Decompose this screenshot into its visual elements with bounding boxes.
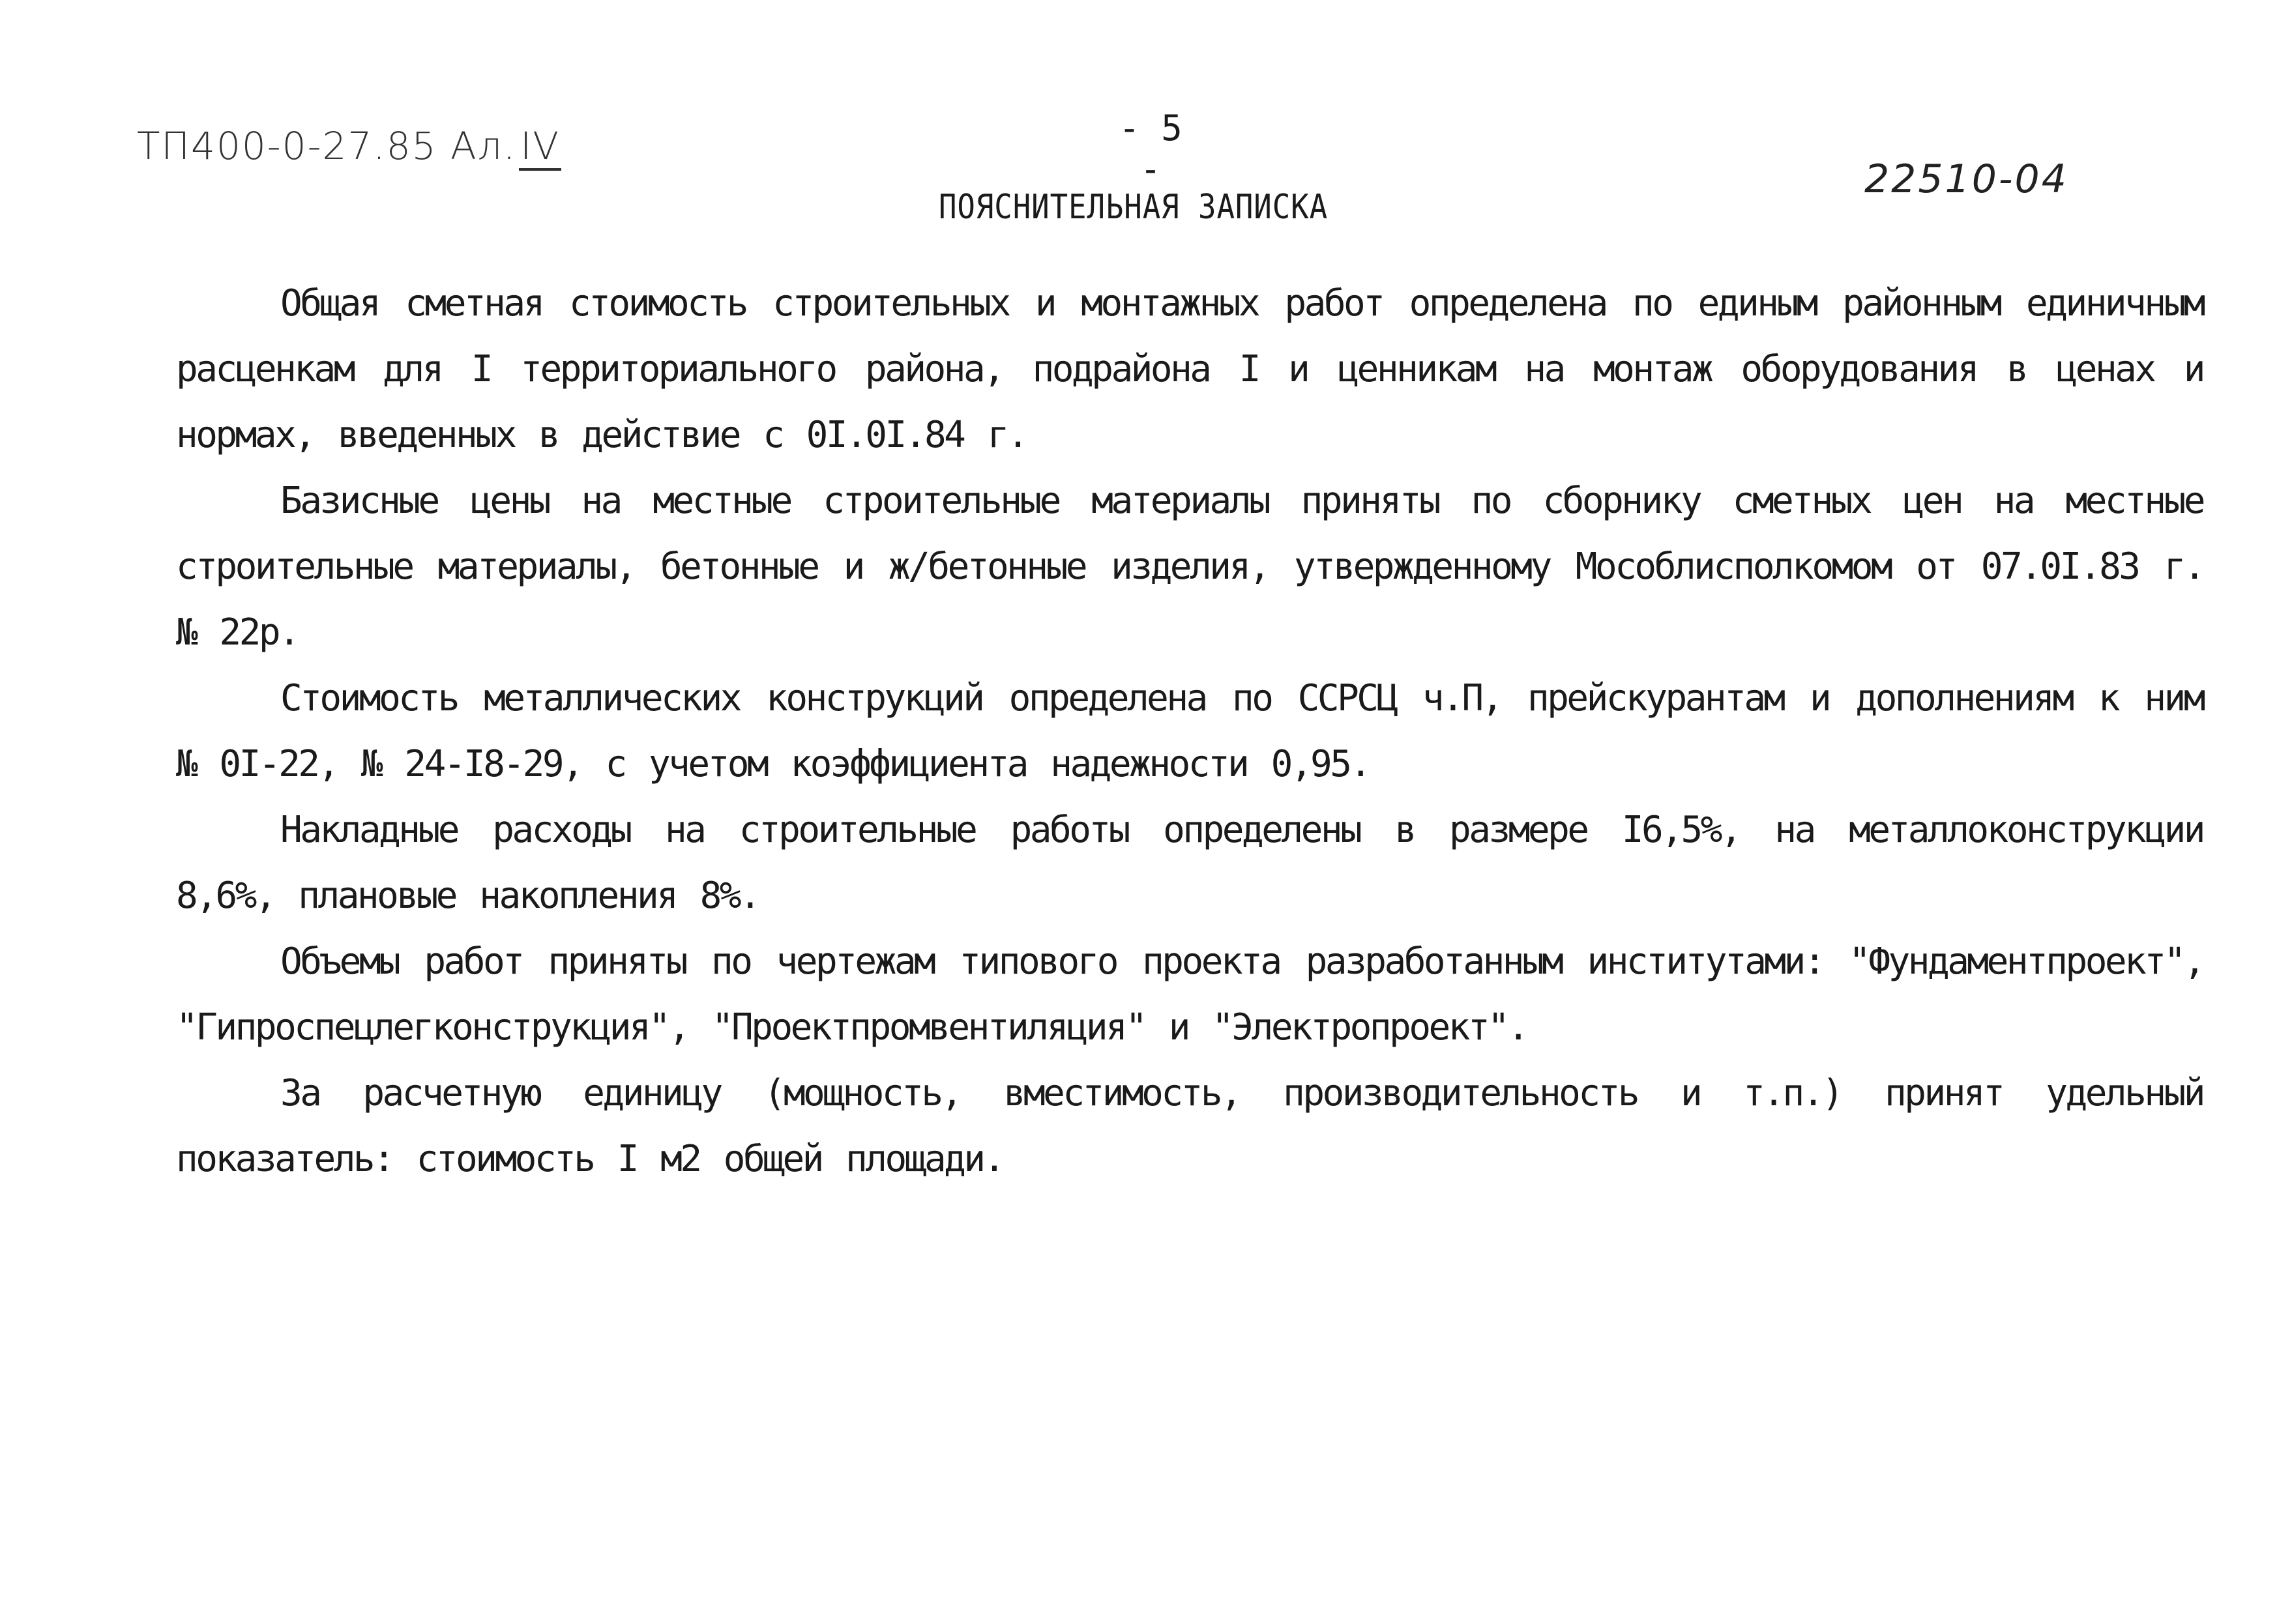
paragraph-metal-structures: Стоимость металлических конструкций определена по ССРСЦ ч.П, прейскурантам и дополнениям к ним № 0I-22, № 24-I8-29, с учетом коэффициента надежности 0,95. — [176, 677, 2203, 785]
page-number: - 5 - — [1119, 108, 1183, 190]
sheet-roman-numeral: IV — [519, 124, 561, 171]
document-code-text: ТП400-0-27.85 Ал. — [137, 124, 517, 168]
paragraph-material-prices: Базисные цены на местные строительные материалы приняты по сборнику сметных цен на местные строительные материалы, бетонные и ж/бетонные изделия, утвержденному Мособлисполкомом от 07.0I.83 г. № 22р. — [176, 480, 2203, 654]
paragraph-estimate-basis: Общая сметная стоимость строительных и монтажных работ определена по единым районным единичным расценкам для I территориального района, подрайона I и ценникам на монтаж оборудования в ценах и нормах, введенных в действие с 0I.0I.84 г. — [176, 282, 2203, 456]
paragraph-calculation-unit: За расчетную единицу (мощность, вместимость, производительность и т.п.) принят удельный показатель: стоимость I м2 общей площади. — [176, 1072, 2203, 1180]
archive-number: 22510-04 — [1864, 156, 2068, 202]
paragraph-work-volumes: Объемы работ приняты по чертежам типового проекта разработанным институтами: "Фундаментпроект", "Гипроспецлегконструкция", "Проектпромвентиляция" и "Электропроект". — [176, 940, 2203, 1049]
document-code — [137, 124, 561, 171]
document-title: ПОЯСНИТЕЛЬНАЯ ЗАПИСКА — [939, 188, 1329, 227]
body-text — [176, 270, 2203, 1192]
paragraph-overhead-costs: Накладные расходы на строительные работы определены в размере I6,5%, на металлоконструкции 8,6%, плановые накопления 8%. — [176, 809, 2203, 917]
